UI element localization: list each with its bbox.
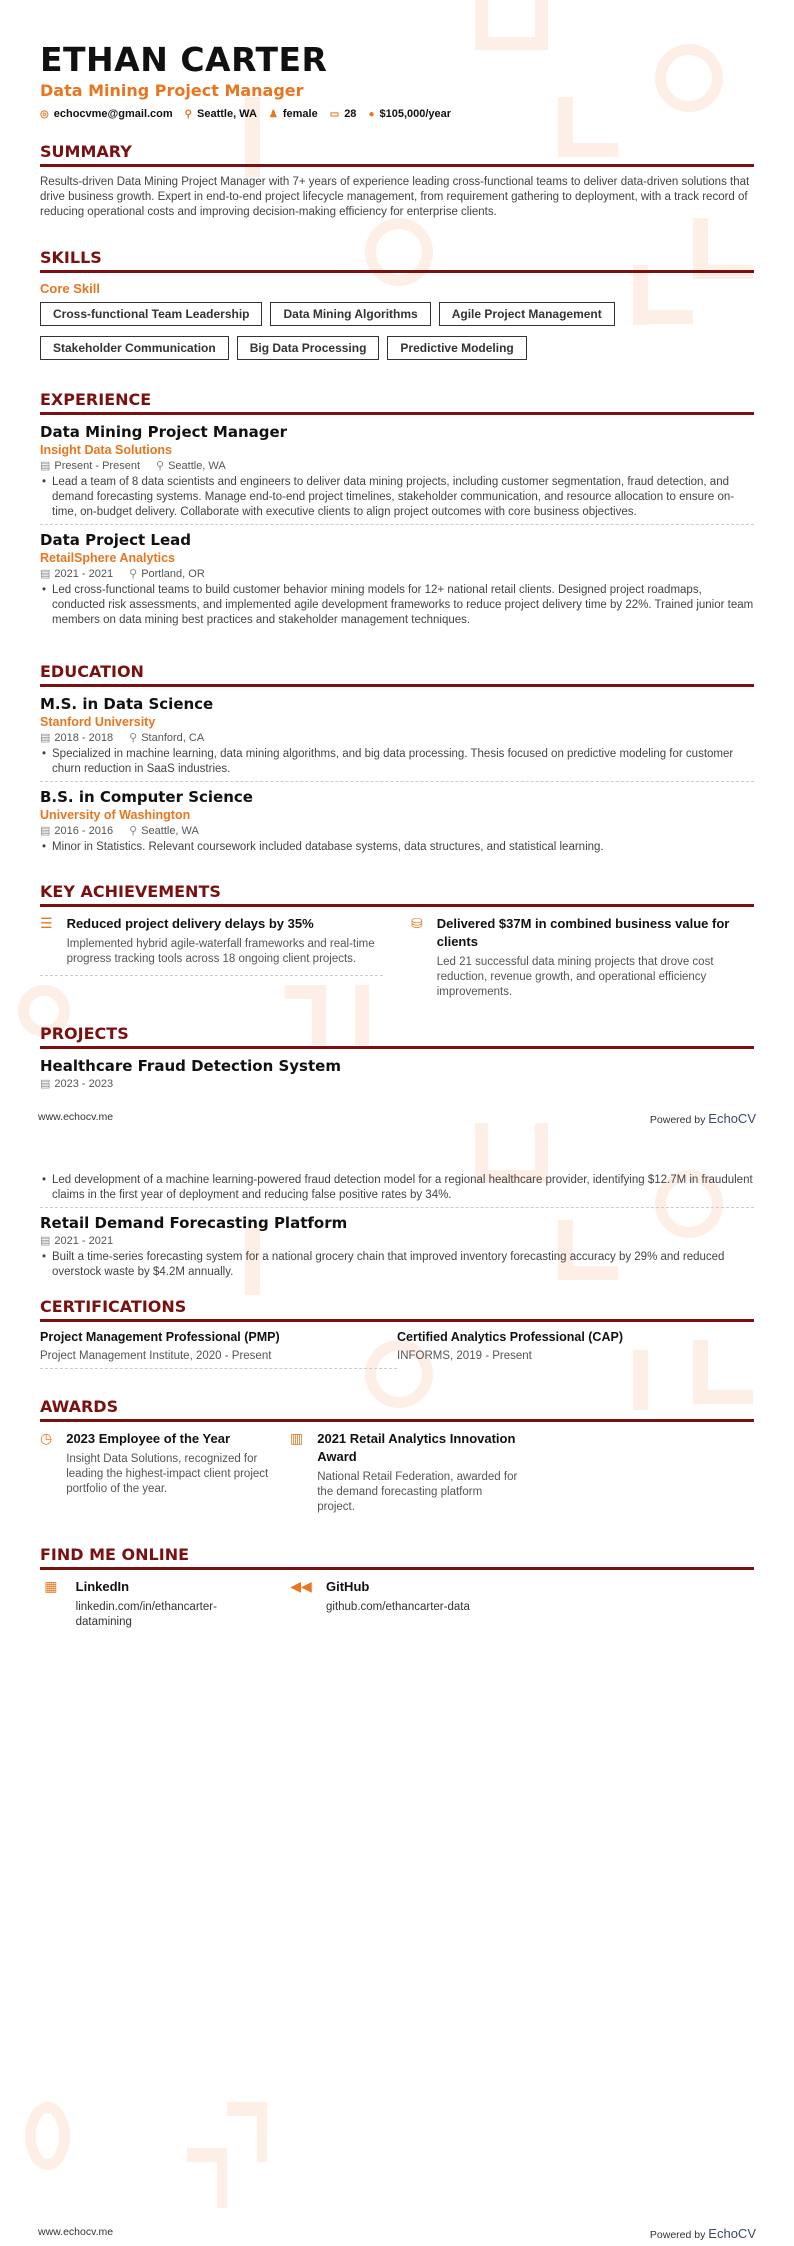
project-title: Healthcare Fraud Detection System	[40, 1057, 341, 1075]
location-icon: ⚲	[156, 460, 165, 472]
divider	[40, 781, 754, 782]
calendar-icon: ▤	[40, 732, 51, 744]
skills-section	[40, 248, 754, 360]
certifications-section	[40, 1297, 754, 1369]
email-icon: ◎	[40, 109, 49, 120]
job-role: Data Mining Project Manager	[40, 423, 288, 441]
location-icon: ⚲	[129, 568, 138, 580]
skill-chip: Big Data Processing	[237, 336, 380, 360]
divider	[40, 524, 754, 525]
certification-item: Project Management Professional (PMP) Project Management Institute, 2020 - Present	[40, 1330, 397, 1369]
clock-icon: ◷	[40, 1430, 53, 1446]
calendar-icon: ▤	[40, 1078, 51, 1090]
school-name: University of Washington	[40, 808, 191, 822]
section-heading: FIND ME ONLINE	[40, 1545, 754, 1570]
contact-email[interactable]: ◎ echocvme@gmail.com	[40, 108, 173, 120]
job-dates: 2021 - 2021	[54, 568, 114, 580]
education-item: B.S. in Computer Science University of Washington ▤ 2016 - 2016 ⚲ Seattle, WA • Minor in Statistics. Relevant coursework included database systems, data structures, and statistical learning.	[40, 788, 754, 855]
section-heading: EDUCATION	[40, 662, 754, 687]
linkedin-link[interactable]: linkedin.com/in/ethancarter-datamining	[75, 1601, 217, 1628]
experience-item	[40, 423, 754, 520]
education-bullet: • Minor in Statistics. Relevant coursework included database systems, data structures, and statistical learning.	[40, 840, 754, 855]
skill-chip: Predictive Modeling	[387, 336, 526, 360]
page-footer	[38, 2226, 756, 2241]
skill-chips	[40, 302, 660, 360]
section-heading: CERTIFICATIONS	[40, 1297, 754, 1322]
education-section	[40, 662, 754, 855]
education-bullet: • Specialized in machine learning, data mining algorithms, and big data processing. Thesis focused on predictive modeling for customer churn reduction in SaaS industries.	[40, 747, 754, 777]
certification-item: Certified Analytics Professional (CAP) INFORMS, 2019 - Present	[397, 1330, 623, 1362]
brand-logo: EchoCV	[708, 2226, 756, 2241]
summary-text: Results-driven Data Mining Project Manager with 7+ years of experience leading cross-functional teams to deliver data-driven solutions that drive business growth. Expert in end-to-end project lifecycle management, from requirement gathering to deployment, with a track record of reducing operational costs and improving decision-making efficiency for enterprise clients.	[40, 176, 750, 218]
calendar-icon: ▭	[329, 109, 340, 120]
job-role: Data Project Lead	[40, 531, 191, 549]
section-heading: AWARDS	[40, 1397, 754, 1422]
company-name: Insight Data Solutions	[40, 443, 172, 457]
list-icon: ☰	[40, 915, 53, 931]
footer-site-link[interactable]: www.echocv.me	[38, 2226, 114, 2238]
degree: M.S. in Data Science	[40, 695, 214, 713]
projects-section: PROJECTS Healthcare Fraud Detection System ▤ 2023 - 2023	[40, 1024, 754, 1090]
achievement-item: ☰ Reduced project delivery delays by 35% Implemented hybrid agile-waterfall frameworks and real-time progress tracking tools across 18 ongoing client projects.	[40, 915, 383, 976]
calendar-icon: ▤	[40, 825, 51, 837]
location-icon: ⚲	[129, 732, 138, 744]
chart-icon: ▥	[290, 1430, 304, 1446]
job-title: Data Mining Project Manager	[40, 81, 304, 100]
job-bullet: • Led cross-functional teams to build customer behavior mining models for 12+ national retail clients. Designed project roadmaps, conducted risk assessments, and implemented agile development frameworks to reduce project delivery time by 22%. Trained junior team members on data mining best practices and stakeholder management techniques.	[40, 583, 754, 628]
location-icon: ⚲	[129, 825, 138, 837]
calendar-icon: ▤	[40, 568, 51, 580]
powered-by: Powered by EchoCV	[649, 2226, 756, 2241]
skill-chip: Cross-functional Team Leadership	[40, 302, 262, 326]
experience-item	[40, 531, 754, 628]
divider	[40, 1207, 754, 1208]
project-bullet: • Built a time-series forecasting system for a national grocery chain that improved inventory forecasting accuracy by 29% and reduced overstock waste by $4.2M annually.	[40, 1250, 754, 1280]
calendar-icon: ▤	[40, 460, 51, 472]
skill-chip: Stakeholder Communication	[40, 336, 229, 360]
project-bullet: • Led development of a machine learning-powered fraud detection model for a regional healthcare provider, identifying $12.7M in fraudulent claims in the first year of deployment and reducing false positive rates by 34%.	[40, 1173, 754, 1203]
summary-section	[40, 142, 754, 220]
contact-gender: ♟ female	[268, 108, 318, 120]
experience-section	[40, 390, 754, 628]
section-heading: SKILLS	[40, 248, 754, 273]
awards-section	[40, 1397, 754, 1515]
job-location: Seattle, WA	[168, 460, 226, 472]
resume-header	[40, 40, 754, 120]
online-item-github[interactable]: ◀◀ GitHub github.com/ethancarter-data	[290, 1578, 520, 1630]
contact-location: ⚲ Seattle, WA	[184, 108, 257, 120]
contact-row	[40, 108, 754, 120]
footer-site-link[interactable]: www.echocv.me	[38, 1111, 114, 1123]
company-name: RetailSphere Analytics	[40, 551, 176, 565]
coins-icon: ⛁	[411, 915, 423, 931]
section-heading: SUMMARY	[40, 142, 754, 167]
school-name: Stanford University	[40, 715, 156, 729]
projects-continued: • Led development of a machine learning-powered fraud detection model for a regional healthcare provider, identifying $12.7M in fraudulent claims in the first year of deployment and reducing false positive rates by 34%. Retail Demand Forecasting Platform ▤ 2021 - 2021 • Built a time-series forecasting system for a national grocery chain that improved inventory forecasting accuracy by 29% and reduced overstock waste by $4.2M annually.	[40, 1170, 754, 1280]
section-heading: KEY ACHIEVEMENTS	[40, 882, 754, 907]
calendar-icon: ▤	[40, 1235, 51, 1247]
person-icon: ♟	[268, 109, 278, 120]
github-link[interactable]: github.com/ethancarter-data	[326, 1601, 470, 1613]
section-heading: EXPERIENCE	[40, 390, 754, 415]
contact-salary: ● $105,000/year	[368, 108, 452, 120]
achievement-item: ⛁ Delivered $37M in combined business value for clients Led 21 successful data mining projects that drove cost reduction, revenue growth, and operational efficiency improvements.	[411, 915, 730, 998]
education-item: M.S. in Data Science Stanford University ▤ 2018 - 2018 ⚲ Stanford, CA • Specialized in machine learning, data mining algorithms, and big data processing. Thesis focused on predictive modeling for customer churn reduction in SaaS industries.	[40, 695, 754, 777]
job-bullet: • Lead a team of 8 data scientists and engineers to deliver data mining projects, including customer segmentation, fraud detection, and demand forecasting systems. Manage end-to-end project timelines, stakeholder communication, and resource allocation to ensure on-time, on-budget delivery. Collaborate with executive clients to align project outcomes with core business objectives.	[40, 475, 754, 520]
building-icon: ▦	[44, 1578, 58, 1594]
award-item: ◷ 2023 Employee of the Year Insight Data Solutions, recognized for leading the highest-impact client project portfolio of the year.	[40, 1430, 270, 1515]
page-footer	[38, 1111, 756, 1126]
online-section	[40, 1545, 754, 1630]
salary-icon: ●	[368, 109, 375, 120]
degree: B.S. in Computer Science	[40, 788, 253, 806]
online-item-linkedin[interactable]: ▦ LinkedIn linkedin.com/in/ethancarter-datamining	[40, 1578, 270, 1630]
project-title: Retail Demand Forecasting Platform	[40, 1214, 348, 1232]
skill-chip: Data Mining Algorithms	[270, 302, 430, 326]
rewind-icon: ◀◀	[290, 1578, 312, 1594]
job-location: Portland, OR	[141, 568, 205, 580]
brand-logo: EchoCV	[708, 1111, 756, 1126]
skill-chip: Agile Project Management	[439, 302, 615, 326]
award-item: ▥ 2021 Retail Analytics Innovation Award National Retail Federation, awarded for the demand forecasting platform project.	[290, 1430, 518, 1513]
job-dates: Present - Present	[54, 460, 140, 472]
achievements-section	[40, 882, 754, 1000]
candidate-name: ETHAN CARTER	[40, 40, 328, 79]
skills-subheading: Core Skill	[40, 281, 100, 296]
powered-by: Powered by EchoCV	[649, 1111, 756, 1126]
section-heading: PROJECTS	[40, 1024, 754, 1049]
location-icon: ⚲	[184, 109, 192, 120]
contact-age: ▭ 28	[329, 108, 357, 120]
